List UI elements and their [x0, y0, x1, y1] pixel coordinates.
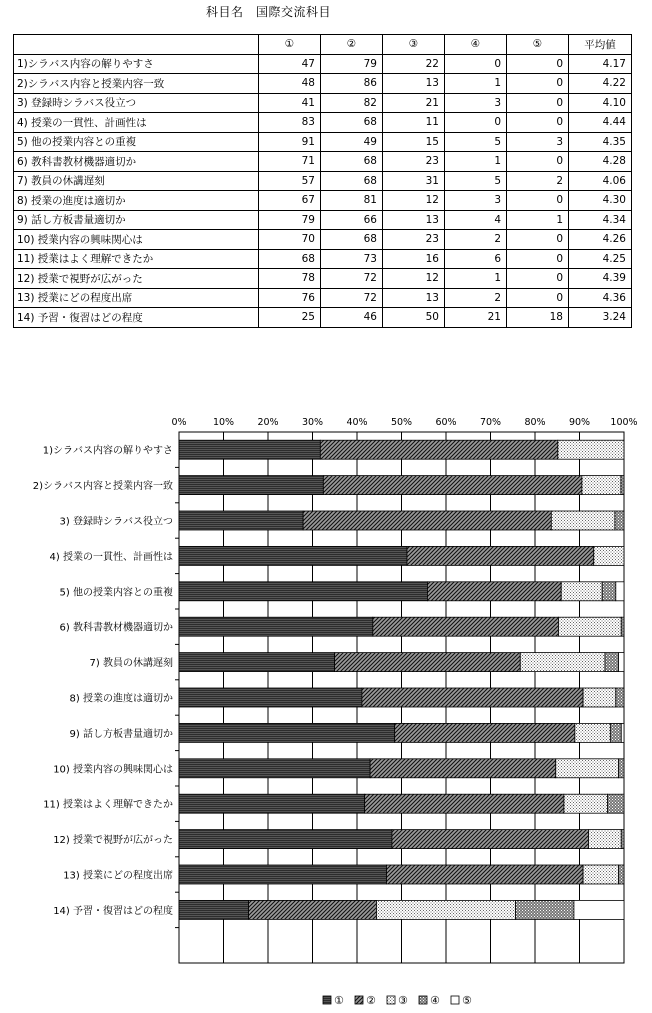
count-cell: 0: [507, 152, 569, 172]
count-cell: 21: [383, 93, 445, 113]
count-cell: 0: [507, 74, 569, 94]
count-cell: 91: [259, 132, 321, 152]
legend-label: ①: [334, 994, 344, 1007]
bar-segment: [621, 830, 624, 849]
bar-segment: [320, 440, 558, 459]
category-label: 11) 授業はよく理解できたか: [43, 799, 173, 811]
bar-segment: [551, 511, 615, 530]
category-label: 3) 登録時シラバス役立つ: [59, 516, 173, 528]
count-cell: 22: [383, 54, 445, 74]
count-cell: 3: [507, 132, 569, 152]
question-cell: 1)シラバス内容の解りやすさ: [14, 54, 259, 74]
bar-segment: [395, 723, 575, 742]
count-cell: 68: [321, 152, 383, 172]
bar-segment: [608, 794, 624, 813]
count-cell: 72: [321, 269, 383, 289]
count-cell: 50: [383, 308, 445, 328]
bar-segment: [520, 653, 605, 672]
count-cell: 13: [383, 210, 445, 230]
category-label: 5) 他の授業内容との重複: [59, 587, 173, 599]
x-tick-label: 60%: [435, 417, 457, 428]
count-cell: 2: [507, 171, 569, 191]
count-cell: 57: [259, 171, 321, 191]
x-tick-label: 10%: [212, 417, 235, 428]
x-tick-label: 100%: [610, 417, 638, 428]
bar-segment: [427, 582, 561, 601]
x-tick-label: 80%: [524, 417, 546, 428]
question-cell: 9) 話し方板書量適切か: [14, 210, 259, 230]
bar-segment: [583, 688, 616, 707]
count-cell: 13: [383, 74, 445, 94]
table-row: [14, 152, 632, 172]
bar-segment: [179, 440, 320, 459]
table-row: [14, 191, 632, 211]
bar-segment: [386, 865, 583, 884]
bar-segment: [619, 759, 624, 778]
x-tick-label: 40%: [346, 417, 368, 428]
average-cell: 4.30: [569, 191, 632, 211]
count-cell: 11: [383, 113, 445, 133]
count-cell: 68: [259, 249, 321, 269]
bar-segment: [179, 653, 335, 672]
count-cell: 0: [507, 288, 569, 308]
question-cell: 7) 教員の休講遅刻: [14, 171, 259, 191]
count-cell: 48: [259, 74, 321, 94]
category-label: 4) 授業の一貫性、計画性は: [49, 551, 173, 563]
bar-segment: [621, 617, 624, 636]
count-cell: 66: [321, 210, 383, 230]
bar-segment: [249, 900, 377, 919]
bar-segment: [594, 546, 624, 565]
question-cell: 10) 授業内容の興味関心は: [14, 230, 259, 250]
count-cell: 2: [445, 230, 507, 250]
table-row: [14, 308, 632, 328]
count-cell: 3: [445, 93, 507, 113]
table-header-cell: [14, 35, 259, 55]
subject-label: 科目名: [206, 5, 244, 19]
category-label: 7) 教員の休講遅刻: [89, 658, 173, 670]
count-cell: 0: [507, 230, 569, 250]
bar-segment: [179, 546, 407, 565]
category-label: 12) 授業で視野が広がった: [53, 835, 173, 847]
x-tick-label: 50%: [390, 417, 413, 428]
x-tick-label: 20%: [257, 417, 279, 428]
table-row: [14, 210, 632, 230]
bar-segment: [610, 723, 621, 742]
bar-segment: [365, 794, 564, 813]
subject-title: [206, 3, 331, 20]
x-tick-label: 90%: [568, 417, 591, 428]
subject-name: 国際交流科目: [256, 5, 332, 19]
average-cell: 4.06: [569, 171, 632, 191]
count-cell: 68: [321, 230, 383, 250]
bar-segment: [179, 794, 365, 813]
legend-swatch: [419, 996, 427, 1004]
bar-segment: [303, 511, 551, 530]
bar-segment: [575, 723, 610, 742]
table-header-row: [14, 35, 632, 55]
bar-segment: [373, 617, 559, 636]
count-cell: 23: [383, 152, 445, 172]
legend-swatch: [387, 996, 395, 1004]
bar-segment: [179, 723, 395, 742]
count-cell: 0: [507, 249, 569, 269]
stacked-bar-chart: [0, 400, 652, 1007]
count-cell: 78: [259, 269, 321, 289]
bar-segment: [602, 582, 616, 601]
table-row: [14, 54, 632, 74]
bar-segment: [516, 900, 574, 919]
count-cell: 0: [507, 191, 569, 211]
bar-segment: [376, 900, 515, 919]
x-tick-label: 70%: [479, 417, 502, 428]
category-label: 2)シラバス内容と授業内容一致: [32, 481, 173, 493]
count-cell: 79: [259, 210, 321, 230]
count-cell: 0: [445, 54, 507, 74]
table-row: [14, 113, 632, 133]
count-cell: 81: [321, 191, 383, 211]
bar-segment: [616, 582, 624, 601]
count-cell: 49: [321, 132, 383, 152]
bar-segment: [621, 476, 624, 495]
count-cell: 82: [321, 93, 383, 113]
count-cell: 73: [321, 249, 383, 269]
bar-segment: [179, 830, 392, 849]
legend-label: ⑤: [462, 994, 472, 1007]
count-cell: 4: [445, 210, 507, 230]
bar-segment: [179, 688, 362, 707]
count-cell: 0: [507, 54, 569, 74]
score-table: [13, 34, 632, 328]
bar-segment: [179, 759, 370, 778]
count-cell: 5: [445, 132, 507, 152]
average-cell: 4.10: [569, 93, 632, 113]
count-cell: 6: [445, 249, 507, 269]
bar-segment: [362, 688, 583, 707]
count-cell: 0: [507, 269, 569, 289]
count-cell: 72: [321, 288, 383, 308]
count-cell: 83: [259, 113, 321, 133]
legend-swatch: [323, 996, 331, 1004]
count-cell: 0: [507, 93, 569, 113]
bar-segment: [392, 830, 589, 849]
category-label: 9) 話し方板書量適切か: [69, 728, 173, 740]
category-label: 6) 教科書教材機器適切か: [59, 622, 173, 634]
bar-segment: [558, 617, 621, 636]
table-header-cell: ④: [445, 35, 507, 55]
count-cell: 12: [383, 269, 445, 289]
count-cell: 18: [507, 308, 569, 328]
count-cell: 1: [507, 210, 569, 230]
count-cell: 5: [445, 171, 507, 191]
bar-segment: [564, 794, 608, 813]
table-header-cell: ①: [259, 35, 321, 55]
count-cell: 31: [383, 171, 445, 191]
legend-swatch: [451, 996, 459, 1004]
bar-segment: [179, 582, 427, 601]
table-header-cell: ⑤: [507, 35, 569, 55]
count-cell: 76: [259, 288, 321, 308]
category-label: 10) 授業内容の興味関心は: [53, 764, 173, 776]
count-cell: 79: [321, 54, 383, 74]
table-row: [14, 93, 632, 113]
question-cell: 3) 登録時シラバス役立つ: [14, 93, 259, 113]
average-cell: 4.44: [569, 113, 632, 133]
bar-segment: [619, 865, 624, 884]
table-row: [14, 171, 632, 191]
bar-segment: [179, 617, 373, 636]
count-cell: 1: [445, 74, 507, 94]
bar-segment: [589, 830, 622, 849]
bar-segment: [582, 476, 621, 495]
bar-segment: [605, 653, 619, 672]
average-cell: 4.22: [569, 74, 632, 94]
table-header-cell: ②: [321, 35, 383, 55]
bar-segment: [335, 653, 521, 672]
table-row: [14, 230, 632, 250]
bar-segment: [556, 759, 619, 778]
average-cell: 4.17: [569, 54, 632, 74]
count-cell: 70: [259, 230, 321, 250]
count-cell: 12: [383, 191, 445, 211]
average-cell: 4.34: [569, 210, 632, 230]
average-cell: 4.28: [569, 152, 632, 172]
table-header-cell: 平均値: [569, 35, 632, 55]
count-cell: 0: [445, 113, 507, 133]
bar-segment: [558, 440, 624, 459]
question-cell: 12) 授業で視野が広がった: [14, 269, 259, 289]
category-label: 8) 授業の進度は適切か: [69, 693, 173, 705]
table-row: [14, 269, 632, 289]
average-cell: 4.25: [569, 249, 632, 269]
x-tick-label: 30%: [301, 417, 324, 428]
bar-segment: [616, 688, 624, 707]
count-cell: 1: [445, 152, 507, 172]
category-label: 14) 予習・復習はどの程度: [53, 905, 173, 917]
count-cell: 23: [383, 230, 445, 250]
count-cell: 86: [321, 74, 383, 94]
count-cell: 0: [507, 113, 569, 133]
count-cell: 68: [321, 171, 383, 191]
question-cell: 13) 授業にどの程度出席: [14, 288, 259, 308]
count-cell: 46: [321, 308, 383, 328]
bar-segment: [179, 900, 249, 919]
table-header-cell: ③: [383, 35, 445, 55]
question-cell: 2)シラバス内容と授業内容一致: [14, 74, 259, 94]
question-cell: 14) 予習・復習はどの程度: [14, 308, 259, 328]
question-cell: 11) 授業はよく理解できたか: [14, 249, 259, 269]
bar-segment: [583, 865, 618, 884]
table-row: [14, 132, 632, 152]
table-row: [14, 249, 632, 269]
x-tick-label: 0%: [171, 417, 187, 428]
count-cell: 21: [445, 308, 507, 328]
bar-segment: [619, 653, 624, 672]
bar-segment: [407, 546, 594, 565]
count-cell: 47: [259, 54, 321, 74]
category-label: 13) 授業にどの程度出席: [63, 870, 173, 882]
count-cell: 1: [445, 269, 507, 289]
count-cell: 3: [445, 191, 507, 211]
count-cell: 2: [445, 288, 507, 308]
bar-segment: [179, 476, 323, 495]
question-cell: 5) 他の授業内容との重複: [14, 132, 259, 152]
count-cell: 71: [259, 152, 321, 172]
count-cell: 13: [383, 288, 445, 308]
legend-label: ④: [430, 994, 440, 1007]
count-cell: 25: [259, 308, 321, 328]
question-cell: 8) 授業の進度は適切か: [14, 191, 259, 211]
category-label: 1)シラバス内容の解りやすさ: [42, 445, 173, 457]
count-cell: 15: [383, 132, 445, 152]
legend-label: ③: [398, 994, 408, 1007]
bar-segment: [179, 511, 303, 530]
bar-segment: [621, 723, 624, 742]
table-row: [14, 288, 632, 308]
average-cell: 4.35: [569, 132, 632, 152]
bar-segment: [561, 582, 602, 601]
average-cell: 3.24: [569, 308, 632, 328]
average-cell: 4.36: [569, 288, 632, 308]
bar-segment: [179, 865, 386, 884]
bar-segment: [615, 511, 624, 530]
count-cell: 67: [259, 191, 321, 211]
table-body: [14, 54, 632, 327]
question-cell: 4) 授業の一貫性、計画性は: [14, 113, 259, 133]
average-cell: 4.26: [569, 230, 632, 250]
legend-label: ②: [366, 994, 376, 1007]
bar-segment: [323, 476, 582, 495]
bar-segment: [574, 900, 624, 919]
count-cell: 16: [383, 249, 445, 269]
legend-swatch: [355, 996, 363, 1004]
count-cell: 41: [259, 93, 321, 113]
table-row: [14, 74, 632, 94]
average-cell: 4.39: [569, 269, 632, 289]
bar-segment: [370, 759, 556, 778]
count-cell: 68: [321, 113, 383, 133]
question-cell: 6) 教科書教材機器適切か: [14, 152, 259, 172]
